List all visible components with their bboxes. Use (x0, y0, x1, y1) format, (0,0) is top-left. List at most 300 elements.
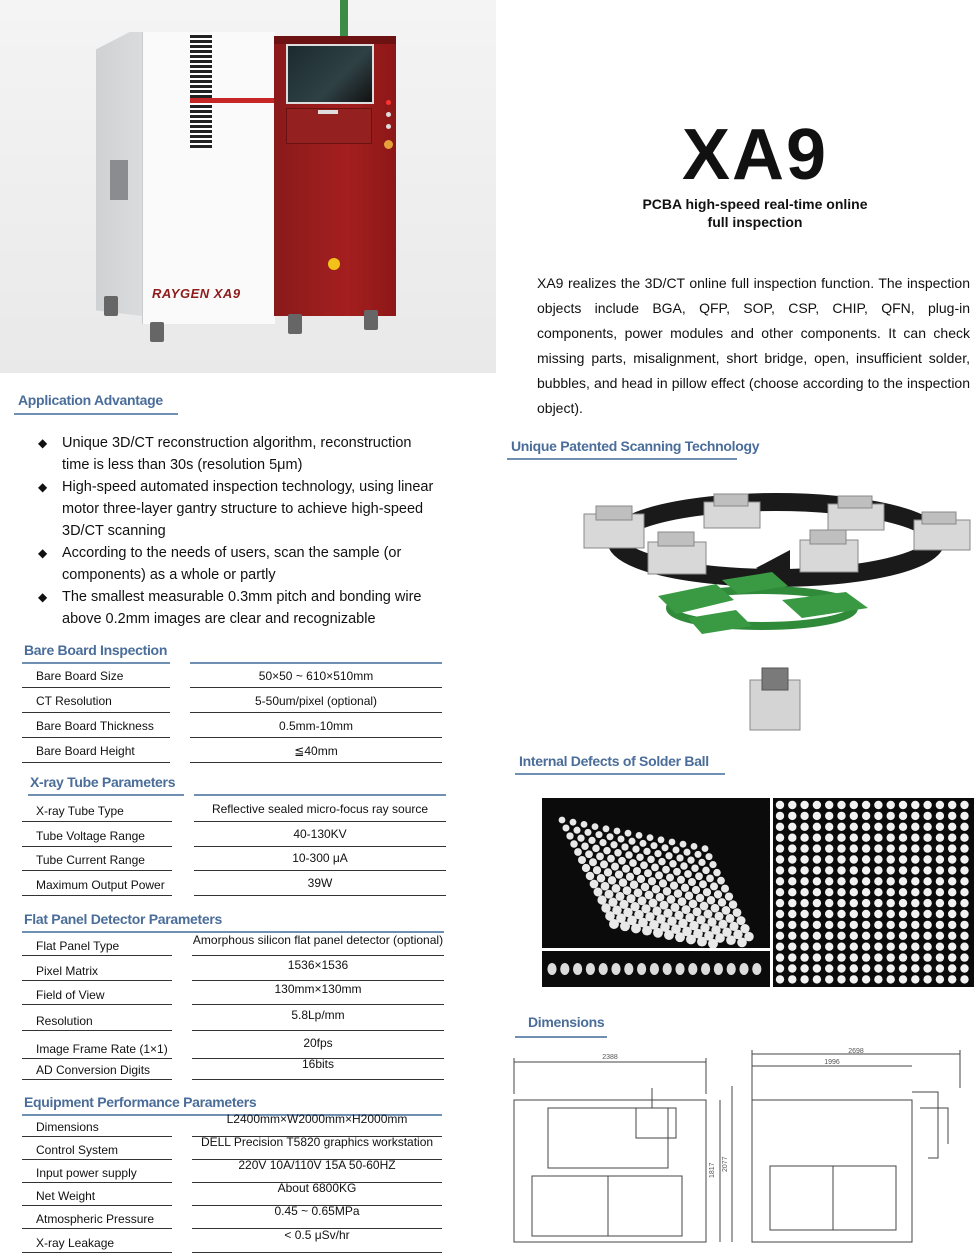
solder-ball (936, 932, 944, 940)
solder-ball (936, 855, 944, 863)
spec-label: Dimensions (36, 1120, 99, 1134)
solder-ball (776, 921, 784, 929)
detector-module (648, 532, 706, 574)
solder-ball (788, 921, 796, 929)
solder-ball (686, 934, 696, 944)
solder-ball (936, 834, 944, 842)
solder-ball (887, 899, 895, 907)
solder-ball (703, 888, 711, 896)
solder-ball (911, 899, 919, 907)
solder-ball (776, 964, 784, 972)
solder-ball (638, 896, 647, 905)
solder-ball (936, 910, 944, 918)
solder-ball (825, 921, 833, 929)
solder-ball (800, 834, 808, 842)
solder-ball (911, 866, 919, 874)
solder-ball (862, 899, 870, 907)
solder-ball (874, 932, 882, 940)
spec-value: 10-300 μA (292, 851, 348, 865)
solder-ball (581, 821, 588, 828)
product-subtitle: PCBA high-speed real-time online full inspection (642, 196, 868, 230)
xray-source (750, 668, 800, 730)
solder-ball (887, 801, 895, 809)
solder-ball (936, 953, 944, 961)
solder-ball (837, 975, 845, 983)
spec-label: Bare Board Thickness (36, 719, 154, 733)
solder-ball (850, 844, 858, 852)
solder-ball (960, 801, 968, 809)
solder-ball (695, 872, 703, 880)
solder-ball (585, 850, 593, 858)
solder-ball (813, 964, 821, 972)
solder-ball (651, 864, 659, 872)
solder-ball (639, 840, 646, 847)
list-item: ◆ The smallest measurable 0.3mm pitch and bonding wire above 0.2mm images are clear and recognizable (38, 586, 438, 630)
solder-ball (850, 932, 858, 940)
solder-ball (825, 899, 833, 907)
solder-ball (634, 888, 643, 897)
solder-ball (578, 856, 586, 864)
solder-ball-ct-image (773, 798, 974, 987)
scanning-diagram (576, 480, 976, 740)
solder-ball (729, 900, 737, 908)
solder-ball (788, 866, 796, 874)
spec-value: 1536×1536 (287, 958, 349, 972)
solder-ball (874, 921, 882, 929)
solder-ball (850, 877, 858, 885)
solder-ball (710, 882, 718, 890)
solder-ball (625, 830, 632, 837)
solder-ball (622, 865, 630, 873)
solder-ball (960, 855, 968, 863)
solder-ball (713, 869, 721, 877)
solder-ball (862, 953, 870, 961)
solder-ball (725, 892, 733, 900)
solder-ball (663, 887, 671, 895)
solder-ball (593, 866, 601, 874)
spec-value: < 0.5 μSv/hr (284, 1228, 350, 1242)
solder-ball (923, 899, 931, 907)
solder-ball (788, 823, 796, 831)
solder-ball (672, 846, 679, 853)
solder-ball (887, 866, 895, 874)
solder-ball (948, 844, 956, 852)
solder-ball (960, 943, 968, 951)
solder-ball (862, 932, 870, 940)
solder-ball (582, 864, 590, 872)
solder-ball (960, 888, 968, 896)
solder-ball (899, 801, 907, 809)
solder-ball (936, 975, 944, 983)
solder-ball (662, 866, 670, 874)
solder-ball (688, 878, 696, 886)
list-item: ◆ According to the needs of users, scan the sample (or components) as a whole or partly (38, 542, 438, 586)
solder-ball (899, 932, 907, 940)
solder-ball (800, 823, 808, 831)
solder-ball (680, 862, 688, 870)
solder-ball (641, 883, 649, 891)
solder-ball (692, 886, 700, 894)
solder-ball (936, 943, 944, 951)
spec-value: 40-130KV (293, 827, 347, 841)
solder-ball (923, 975, 931, 983)
solder-ball (899, 943, 907, 951)
solder-ball (911, 975, 919, 983)
solder-ball (776, 855, 784, 863)
spec-value: DELL Precision T5820 graphics workstation (200, 1135, 434, 1149)
section-heading-bare-board: Bare Board Inspection (24, 642, 168, 658)
solder-ball (923, 866, 931, 874)
solder-ball (899, 866, 907, 874)
section-heading-dimensions: Dimensions (528, 1014, 605, 1030)
solder-ball (960, 866, 968, 874)
solder-ball (960, 823, 968, 831)
solder-ball (655, 871, 663, 879)
solder-ball (653, 928, 663, 938)
spec-label: Bare Board Size (36, 669, 124, 683)
solder-ball (600, 860, 608, 868)
solder-ball (675, 932, 685, 942)
solder-ball (800, 964, 808, 972)
solder-ball (911, 812, 919, 820)
solder-ball (923, 877, 931, 885)
sample-stage (688, 610, 752, 634)
spec-label: Field of View (36, 988, 105, 1002)
solder-ball (960, 964, 968, 972)
solder-ball (652, 885, 660, 893)
solder-ball (874, 975, 882, 983)
solder-ball (648, 877, 656, 885)
solder-ball (813, 823, 821, 831)
solder-ball (960, 844, 968, 852)
solder-ball (694, 851, 701, 858)
section-heading-xray-tube: X-ray Tube Parameters (30, 774, 176, 790)
solder-ball (547, 963, 556, 975)
solder-ball (647, 856, 655, 864)
solder-ball (588, 837, 595, 844)
spec-label: Resolution (36, 1014, 93, 1028)
solder-ball (658, 836, 665, 843)
solder-ball (837, 866, 845, 874)
solder-ball (800, 943, 808, 951)
solder-ball (701, 963, 710, 975)
solder-ball (825, 844, 833, 852)
solder-ball (899, 844, 907, 852)
spec-value: Amorphous silicon flat panel detector (optional) (192, 933, 444, 947)
spec-value: 220V 10A/110V 15A 50-60HZ (238, 1158, 396, 1172)
solder-ball (862, 834, 870, 842)
solder-ball (594, 888, 603, 897)
solder-ball (788, 888, 796, 896)
machine-button (386, 100, 391, 105)
solder-ball (874, 801, 882, 809)
machine-logo: RAYGEN XA9 (152, 286, 241, 301)
solder-ball (669, 839, 676, 846)
solder-ball (813, 932, 821, 940)
solder-ball (776, 844, 784, 852)
solder-ball (645, 891, 654, 900)
solder-ball (605, 890, 614, 899)
spec-label: Flat Panel Type (36, 939, 120, 953)
solder-ball (586, 872, 594, 880)
solder-ball (948, 943, 956, 951)
solder-ball (960, 953, 968, 961)
solder-ball (837, 953, 845, 961)
solder-ball (923, 910, 931, 918)
solder-ball (960, 834, 968, 842)
machine-button (386, 112, 391, 117)
solder-ball (874, 866, 882, 874)
solder-ball (899, 964, 907, 972)
solder-ball (596, 853, 604, 861)
solder-ball (911, 964, 919, 972)
solder-ball (609, 919, 619, 929)
solder-ball (718, 898, 726, 906)
solder-ball (566, 832, 573, 839)
solder-ball (776, 877, 784, 885)
spec-label: Bare Board Height (36, 744, 135, 758)
solder-ball (948, 877, 956, 885)
solder-ball (683, 849, 690, 856)
solder-ball (948, 823, 956, 831)
solder-ball (936, 877, 944, 885)
solder-ball (813, 921, 821, 929)
solder-ball (874, 899, 882, 907)
solder-ball (650, 842, 657, 849)
solder-ball (584, 829, 591, 836)
section-heading-application-advantage: Application Advantage (18, 392, 163, 408)
solder-ball (696, 894, 704, 902)
solder-ball (874, 823, 882, 831)
solder-ball (562, 824, 569, 831)
solder-ball (887, 812, 895, 820)
solder-ball (654, 850, 661, 857)
solder-ball (862, 866, 870, 874)
solder-ball (923, 844, 931, 852)
solder-ball (624, 963, 633, 975)
solder-ball (837, 943, 845, 951)
solder-ball (656, 893, 665, 902)
solder-ball (887, 844, 895, 852)
spec-value: About 6800KG (277, 1181, 357, 1195)
solder-ball (800, 921, 808, 929)
solder-ball (612, 884, 621, 893)
solder-ball (874, 910, 882, 918)
detector-module (914, 512, 970, 550)
solder-ball (874, 834, 882, 842)
solder-ball (597, 895, 606, 904)
solder-ball (874, 855, 882, 863)
solder-ball (658, 858, 666, 866)
dimension-front-height-b: 2077 (722, 1156, 729, 1172)
solder-ball (813, 801, 821, 809)
solder-ball (850, 801, 858, 809)
solder-ball (776, 899, 784, 907)
solder-ball (570, 840, 578, 848)
spec-label: Maximum Output Power (36, 878, 165, 892)
solder-ball (850, 866, 858, 874)
solder-ball (825, 855, 833, 863)
solder-ball (813, 910, 821, 918)
solder-ball (800, 899, 808, 907)
solder-ball (776, 943, 784, 951)
solder-ball (699, 880, 707, 888)
product-title: XA9 (681, 115, 829, 195)
spec-value: 16bits (301, 1057, 335, 1071)
solder-ball (862, 921, 870, 929)
solder-ball (948, 888, 956, 896)
solder-ball (788, 844, 796, 852)
machine-key-switch (384, 140, 393, 149)
solder-ball (618, 857, 626, 865)
solder-ball (825, 975, 833, 983)
solder-ball (663, 963, 672, 975)
spec-label: Image Frame Rate (1×1) (36, 1042, 168, 1056)
solder-ball (697, 937, 707, 947)
solder-ball (837, 877, 845, 885)
machine-foot (288, 314, 302, 334)
solder-ball (911, 953, 919, 961)
spec-value: 20fps (303, 1036, 333, 1050)
solder-ball (874, 964, 882, 972)
solder-ball (560, 963, 569, 975)
solder-ball (619, 878, 627, 886)
solder-ball (630, 881, 638, 889)
solder-ball (850, 964, 858, 972)
solder-ball (800, 953, 808, 961)
solder-ball (788, 855, 796, 863)
solder-ball (923, 888, 931, 896)
solder-ball (936, 801, 944, 809)
solder-ball (936, 844, 944, 852)
solder-ball (573, 963, 582, 975)
solder-ball (685, 892, 693, 900)
solder-ball (837, 964, 845, 972)
spec-value: 0.45 ~ 0.65MPa (274, 1204, 360, 1218)
solder-ball (611, 863, 619, 871)
solder-ball (788, 975, 796, 983)
spec-label: Tube Voltage Range (36, 829, 145, 843)
solder-ball (800, 877, 808, 885)
solder-ball (590, 880, 599, 889)
solder-ball (614, 849, 622, 857)
solder-ball (862, 823, 870, 831)
solder-ball (923, 801, 931, 809)
solder-ball (923, 932, 931, 940)
solder-ball (813, 877, 821, 885)
solder-ball (862, 888, 870, 896)
solder-ball (726, 914, 735, 923)
solder-ball (936, 921, 944, 929)
solder-ball (911, 823, 919, 831)
solder-ball (825, 888, 833, 896)
solder-ball (837, 834, 845, 842)
solder-ball (702, 867, 710, 875)
dimension-drawings (508, 1048, 974, 1252)
solder-ball (714, 963, 723, 975)
solder-ball (647, 834, 654, 841)
solder-ball (629, 859, 637, 867)
solder-ball (887, 932, 895, 940)
solder-ball (911, 888, 919, 896)
solder-ball (948, 812, 956, 820)
solder-ball (862, 812, 870, 820)
solder-ball (693, 907, 702, 916)
solder-ball (887, 975, 895, 983)
solder-ball (666, 874, 674, 882)
front-view-drawing (514, 1058, 732, 1242)
solder-ball (788, 964, 796, 972)
solder-ball (948, 921, 956, 929)
solder-ball (887, 877, 895, 885)
spec-value: Reflective sealed micro-focus ray source (211, 802, 429, 816)
solder-ball (899, 888, 907, 896)
solder-ball (659, 879, 667, 887)
solder-ball (788, 943, 796, 951)
solder-ball (850, 823, 858, 831)
solder-ball (688, 963, 697, 975)
solder-ball (948, 801, 956, 809)
solder-ball (776, 910, 784, 918)
solder-ball (599, 839, 606, 846)
solder-ball (691, 864, 699, 872)
machine-stripe (190, 98, 274, 103)
machine-monitor (286, 44, 374, 104)
solder-ball (788, 910, 796, 918)
solder-ball (643, 848, 650, 855)
solder-ball (681, 884, 689, 892)
solder-ball (800, 888, 808, 896)
solder-ball (923, 834, 931, 842)
solder-ball (911, 943, 919, 951)
solder-ball (899, 823, 907, 831)
spec-value: 39W (307, 876, 333, 890)
detector-module (800, 530, 858, 572)
solder-ball (887, 910, 895, 918)
solder-ball (776, 834, 784, 842)
side-view-drawing (752, 1050, 960, 1242)
solder-ball (837, 921, 845, 929)
solder-ball (559, 817, 566, 824)
solder-ball (640, 861, 648, 869)
solder-ball (687, 857, 694, 864)
solder-ball (825, 801, 833, 809)
solder-ball (660, 901, 669, 910)
solder-ball (813, 844, 821, 852)
solder-ball (671, 903, 680, 912)
solder-ball (960, 877, 968, 885)
machine-button (386, 124, 391, 129)
solder-ball (675, 963, 684, 975)
solder-ball (714, 890, 722, 898)
solder-ball (678, 897, 687, 906)
solder-ball (850, 855, 858, 863)
solder-ball (711, 904, 720, 913)
solder-ball (887, 888, 895, 896)
spec-label: X-ray Tube Type (36, 804, 124, 818)
solder-ball (887, 921, 895, 929)
solder-ball (936, 888, 944, 896)
solder-ball (862, 855, 870, 863)
solder-ball (923, 812, 931, 820)
solder-ball (911, 834, 919, 842)
solder-ball (733, 908, 742, 917)
solder-ball (667, 895, 676, 904)
solder-ball (650, 963, 659, 975)
machine-vent (190, 34, 212, 148)
solder-ball (825, 812, 833, 820)
solder-ball (626, 873, 634, 881)
